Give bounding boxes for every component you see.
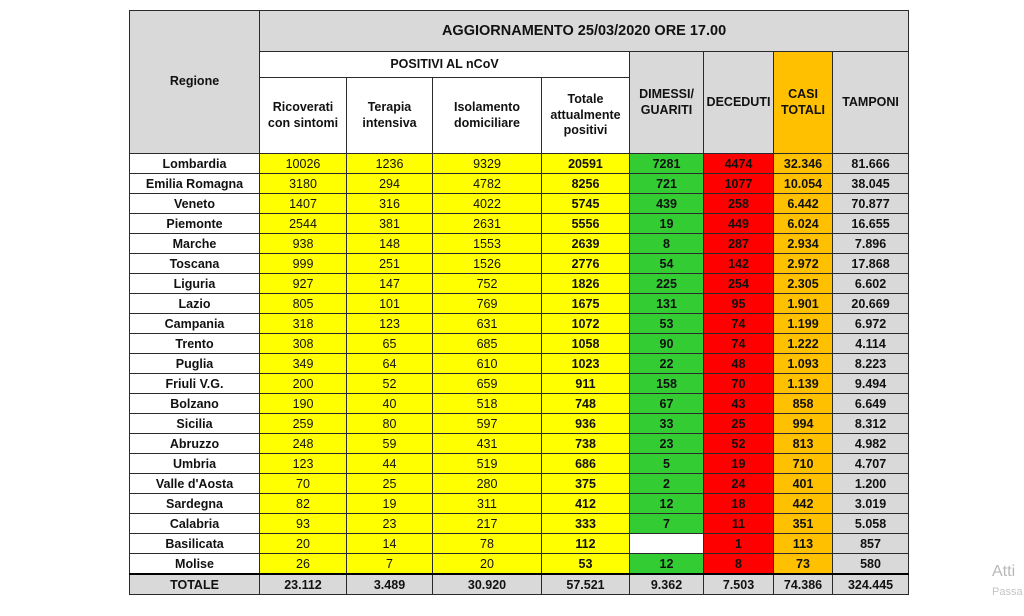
- total-recovered: 9.362: [630, 574, 704, 595]
- report-title: AGGIORNAMENTO 25/03/2020 ORE 17.00: [260, 11, 909, 52]
- cell-total-positive: 375: [542, 474, 630, 494]
- table-row: [130, 534, 909, 554]
- cell-home: 518: [433, 394, 542, 414]
- cell-total-positive: 333: [542, 514, 630, 534]
- cell-home: 659: [433, 374, 542, 394]
- table-row: [130, 434, 909, 454]
- cell-tests: 6.972: [833, 314, 909, 334]
- region-name: Trento: [130, 334, 260, 354]
- cell-hospitalized: 2544: [260, 214, 347, 234]
- cell-recovered: 19: [630, 214, 704, 234]
- cell-total-positive: 738: [542, 434, 630, 454]
- cell-home: 4782: [433, 174, 542, 194]
- cell-icu: 1236: [347, 154, 433, 174]
- cell-deaths: 95: [704, 294, 774, 314]
- cell-icu: 294: [347, 174, 433, 194]
- cell-tests: 20.669: [833, 294, 909, 314]
- cell-icu: 52: [347, 374, 433, 394]
- cell-hospitalized: 259: [260, 414, 347, 434]
- cell-total-cases: 442: [774, 494, 833, 514]
- table-row: [130, 394, 909, 414]
- cell-total-cases: 10.054: [774, 174, 833, 194]
- cell-total-cases: 6.024: [774, 214, 833, 234]
- cell-home: 217: [433, 514, 542, 534]
- cell-deaths: 11: [704, 514, 774, 534]
- total-positive: 57.521: [542, 574, 630, 595]
- cell-recovered: [630, 534, 704, 554]
- cell-recovered: 439: [630, 194, 704, 214]
- cell-home: 280: [433, 474, 542, 494]
- cell-hospitalized: 927: [260, 274, 347, 294]
- table-row: [130, 454, 909, 474]
- cell-deaths: 48: [704, 354, 774, 374]
- table-row: [130, 514, 909, 534]
- cell-icu: 14: [347, 534, 433, 554]
- cell-total-positive: 5556: [542, 214, 630, 234]
- cell-total-positive: 1826: [542, 274, 630, 294]
- total-hospitalized: 23.112: [260, 574, 347, 595]
- region-name: Basilicata: [130, 534, 260, 554]
- cell-tests: 8.223: [833, 354, 909, 374]
- cell-total-positive: 1072: [542, 314, 630, 334]
- cell-deaths: 25: [704, 414, 774, 434]
- cell-deaths: 18: [704, 494, 774, 514]
- cell-icu: 101: [347, 294, 433, 314]
- cell-recovered: 8: [630, 234, 704, 254]
- cell-tests: 8.312: [833, 414, 909, 434]
- cell-home: 631: [433, 314, 542, 334]
- cell-hospitalized: 248: [260, 434, 347, 454]
- cell-tests: 857: [833, 534, 909, 554]
- cell-tests: 9.494: [833, 374, 909, 394]
- cell-total-positive: 1023: [542, 354, 630, 374]
- table-row: [130, 474, 909, 494]
- cell-tests: 4.707: [833, 454, 909, 474]
- cell-deaths: 43: [704, 394, 774, 414]
- cell-deaths: 24: [704, 474, 774, 494]
- cell-recovered: 67: [630, 394, 704, 414]
- cell-total-cases: 994: [774, 414, 833, 434]
- cell-total-cases: 113: [774, 534, 833, 554]
- cell-recovered: 7: [630, 514, 704, 534]
- cell-tests: 4.982: [833, 434, 909, 454]
- cell-icu: 251: [347, 254, 433, 274]
- cell-deaths: 142: [704, 254, 774, 274]
- region-name: Puglia: [130, 354, 260, 374]
- table-row: [130, 294, 909, 314]
- header-home-isolation: Isolamento domiciliare: [433, 78, 542, 154]
- cell-recovered: 7281: [630, 154, 704, 174]
- region-name: Piemonte: [130, 214, 260, 234]
- cell-home: 597: [433, 414, 542, 434]
- cell-icu: 19: [347, 494, 433, 514]
- cell-total-cases: 858: [774, 394, 833, 414]
- table-row: [130, 154, 909, 174]
- cell-hospitalized: 26: [260, 554, 347, 575]
- cell-total-positive: 112: [542, 534, 630, 554]
- cell-home: 20: [433, 554, 542, 575]
- cell-total-cases: 1.901: [774, 294, 833, 314]
- cell-total-positive: 1058: [542, 334, 630, 354]
- cell-home: 610: [433, 354, 542, 374]
- cell-total-cases: 32.346: [774, 154, 833, 174]
- cell-recovered: 54: [630, 254, 704, 274]
- table-row: [130, 314, 909, 334]
- cell-deaths: 449: [704, 214, 774, 234]
- cell-icu: 59: [347, 434, 433, 454]
- cell-recovered: 90: [630, 334, 704, 354]
- cell-total-positive: 53: [542, 554, 630, 575]
- cell-hospitalized: 1407: [260, 194, 347, 214]
- cell-hospitalized: 805: [260, 294, 347, 314]
- cell-hospitalized: 318: [260, 314, 347, 334]
- cell-icu: 7: [347, 554, 433, 575]
- header-icu: Terapia intensiva: [347, 78, 433, 154]
- cell-total-positive: 936: [542, 414, 630, 434]
- header-total-positive: Totale attualmente positivi: [542, 78, 630, 154]
- cell-total-positive: 748: [542, 394, 630, 414]
- cell-total-cases: 73: [774, 554, 833, 575]
- region-name: Umbria: [130, 454, 260, 474]
- cell-home: 519: [433, 454, 542, 474]
- cell-total-cases: 1.093: [774, 354, 833, 374]
- cell-tests: 16.655: [833, 214, 909, 234]
- cell-home: 2631: [433, 214, 542, 234]
- table-row: [130, 334, 909, 354]
- cell-icu: 147: [347, 274, 433, 294]
- cell-deaths: 70: [704, 374, 774, 394]
- total-label: TOTALE: [130, 574, 260, 595]
- cell-hospitalized: 3180: [260, 174, 347, 194]
- table-row: [130, 234, 909, 254]
- cell-total-cases: 6.442: [774, 194, 833, 214]
- cell-icu: 40: [347, 394, 433, 414]
- total-deaths: 7.503: [704, 574, 774, 595]
- cell-home: 685: [433, 334, 542, 354]
- cell-recovered: 158: [630, 374, 704, 394]
- watermark-line2: Passa: [992, 586, 1023, 598]
- total-icu: 3.489: [347, 574, 433, 595]
- region-name: Sardegna: [130, 494, 260, 514]
- region-name: Lazio: [130, 294, 260, 314]
- cell-home: 78: [433, 534, 542, 554]
- cell-hospitalized: 10026: [260, 154, 347, 174]
- cell-home: 431: [433, 434, 542, 454]
- cell-deaths: 74: [704, 334, 774, 354]
- table-row: [130, 174, 909, 194]
- cell-recovered: 12: [630, 494, 704, 514]
- cell-hospitalized: 938: [260, 234, 347, 254]
- cell-hospitalized: 82: [260, 494, 347, 514]
- cell-recovered: 5: [630, 454, 704, 474]
- cell-icu: 44: [347, 454, 433, 474]
- region-name: Friuli V.G.: [130, 374, 260, 394]
- cell-recovered: 22: [630, 354, 704, 374]
- cell-tests: 7.896: [833, 234, 909, 254]
- cell-tests: 5.058: [833, 514, 909, 534]
- cell-total-cases: 2.934: [774, 234, 833, 254]
- region-name: Bolzano: [130, 394, 260, 414]
- cell-total-positive: 911: [542, 374, 630, 394]
- region-name: Sicilia: [130, 414, 260, 434]
- region-name: Lombardia: [130, 154, 260, 174]
- cell-total-positive: 20591: [542, 154, 630, 174]
- cell-icu: 23: [347, 514, 433, 534]
- cell-hospitalized: 308: [260, 334, 347, 354]
- cell-total-cases: 710: [774, 454, 833, 474]
- cell-tests: 70.877: [833, 194, 909, 214]
- cell-hospitalized: 999: [260, 254, 347, 274]
- cell-deaths: 74: [704, 314, 774, 334]
- cell-total-positive: 8256: [542, 174, 630, 194]
- cell-hospitalized: 93: [260, 514, 347, 534]
- header-tests: TAMPONI: [833, 52, 909, 154]
- cell-icu: 80: [347, 414, 433, 434]
- cell-total-positive: 412: [542, 494, 630, 514]
- cell-home: 4022: [433, 194, 542, 214]
- table-row: [130, 554, 909, 575]
- cell-recovered: 225: [630, 274, 704, 294]
- cell-total-positive: 686: [542, 454, 630, 474]
- table-row: [130, 354, 909, 374]
- cell-total-positive: 2776: [542, 254, 630, 274]
- cell-total-cases: 2.305: [774, 274, 833, 294]
- cell-tests: 17.868: [833, 254, 909, 274]
- cell-home: 1526: [433, 254, 542, 274]
- total-home: 30.920: [433, 574, 542, 595]
- cell-deaths: 52: [704, 434, 774, 454]
- cell-icu: 316: [347, 194, 433, 214]
- cell-total-cases: 351: [774, 514, 833, 534]
- cell-recovered: 53: [630, 314, 704, 334]
- table-row: [130, 214, 909, 234]
- cell-total-cases: 1.139: [774, 374, 833, 394]
- cell-home: 752: [433, 274, 542, 294]
- table-row: [130, 254, 909, 274]
- region-name: Liguria: [130, 274, 260, 294]
- cell-icu: 65: [347, 334, 433, 354]
- cell-home: 769: [433, 294, 542, 314]
- cell-icu: 148: [347, 234, 433, 254]
- cell-tests: 4.114: [833, 334, 909, 354]
- cell-icu: 381: [347, 214, 433, 234]
- cell-hospitalized: 200: [260, 374, 347, 394]
- cell-deaths: 258: [704, 194, 774, 214]
- cell-deaths: 8: [704, 554, 774, 575]
- table-row: [130, 414, 909, 434]
- table-row: [130, 274, 909, 294]
- header-deaths: DECEDUTI: [704, 52, 774, 154]
- watermark-line1: Atti: [992, 563, 1016, 580]
- header-total-cases: CASI TOTALI: [774, 52, 833, 154]
- cell-home: 1553: [433, 234, 542, 254]
- total-cases: 74.386: [774, 574, 833, 595]
- cell-total-cases: 1.199: [774, 314, 833, 334]
- cell-tests: 38.045: [833, 174, 909, 194]
- cell-tests: 3.019: [833, 494, 909, 514]
- cell-icu: 25: [347, 474, 433, 494]
- region-name: Calabria: [130, 514, 260, 534]
- data-table: [129, 10, 909, 595]
- cell-deaths: 4474: [704, 154, 774, 174]
- table-body: [130, 154, 909, 595]
- cell-tests: 6.649: [833, 394, 909, 414]
- header-recovered: DIMESSI/ GUARITI: [630, 52, 704, 154]
- cell-hospitalized: 349: [260, 354, 347, 374]
- cell-home: 9329: [433, 154, 542, 174]
- table-row: [130, 494, 909, 514]
- cell-hospitalized: 123: [260, 454, 347, 474]
- cell-deaths: 254: [704, 274, 774, 294]
- cell-tests: 580: [833, 554, 909, 575]
- cell-recovered: 721: [630, 174, 704, 194]
- cell-icu: 123: [347, 314, 433, 334]
- cell-total-cases: 401: [774, 474, 833, 494]
- cell-icu: 64: [347, 354, 433, 374]
- region-name: Campania: [130, 314, 260, 334]
- cell-recovered: 33: [630, 414, 704, 434]
- region-name: Molise: [130, 554, 260, 575]
- cell-hospitalized: 190: [260, 394, 347, 414]
- cell-deaths: 1077: [704, 174, 774, 194]
- cell-home: 311: [433, 494, 542, 514]
- region-name: Emilia Romagna: [130, 174, 260, 194]
- cell-total-positive: 5745: [542, 194, 630, 214]
- table-row: [130, 374, 909, 394]
- cell-total-positive: 1675: [542, 294, 630, 314]
- total-tests: 324.445: [833, 574, 909, 595]
- header-hospitalized: Ricoverati con sintomi: [260, 78, 347, 154]
- cell-total-cases: 2.972: [774, 254, 833, 274]
- header-region: Regione: [130, 11, 260, 154]
- cell-deaths: 19: [704, 454, 774, 474]
- region-name: Toscana: [130, 254, 260, 274]
- cell-recovered: 131: [630, 294, 704, 314]
- covid-report-table: [129, 10, 908, 600]
- cell-total-cases: 813: [774, 434, 833, 454]
- cell-recovered: 12: [630, 554, 704, 575]
- cell-tests: 1.200: [833, 474, 909, 494]
- region-name: Veneto: [130, 194, 260, 214]
- cell-tests: 6.602: [833, 274, 909, 294]
- cell-deaths: 1: [704, 534, 774, 554]
- cell-total-cases: 1.222: [774, 334, 833, 354]
- region-name: Abruzzo: [130, 434, 260, 454]
- table-row: [130, 194, 909, 214]
- cell-recovered: 23: [630, 434, 704, 454]
- cell-tests: 81.666: [833, 154, 909, 174]
- cell-recovered: 2: [630, 474, 704, 494]
- totals-row: [130, 574, 909, 595]
- cell-deaths: 287: [704, 234, 774, 254]
- cell-total-positive: 2639: [542, 234, 630, 254]
- region-name: Marche: [130, 234, 260, 254]
- cell-hospitalized: 70: [260, 474, 347, 494]
- header-positives-group: POSITIVI AL nCoV: [260, 52, 630, 78]
- region-name: Valle d'Aosta: [130, 474, 260, 494]
- cell-hospitalized: 20: [260, 534, 347, 554]
